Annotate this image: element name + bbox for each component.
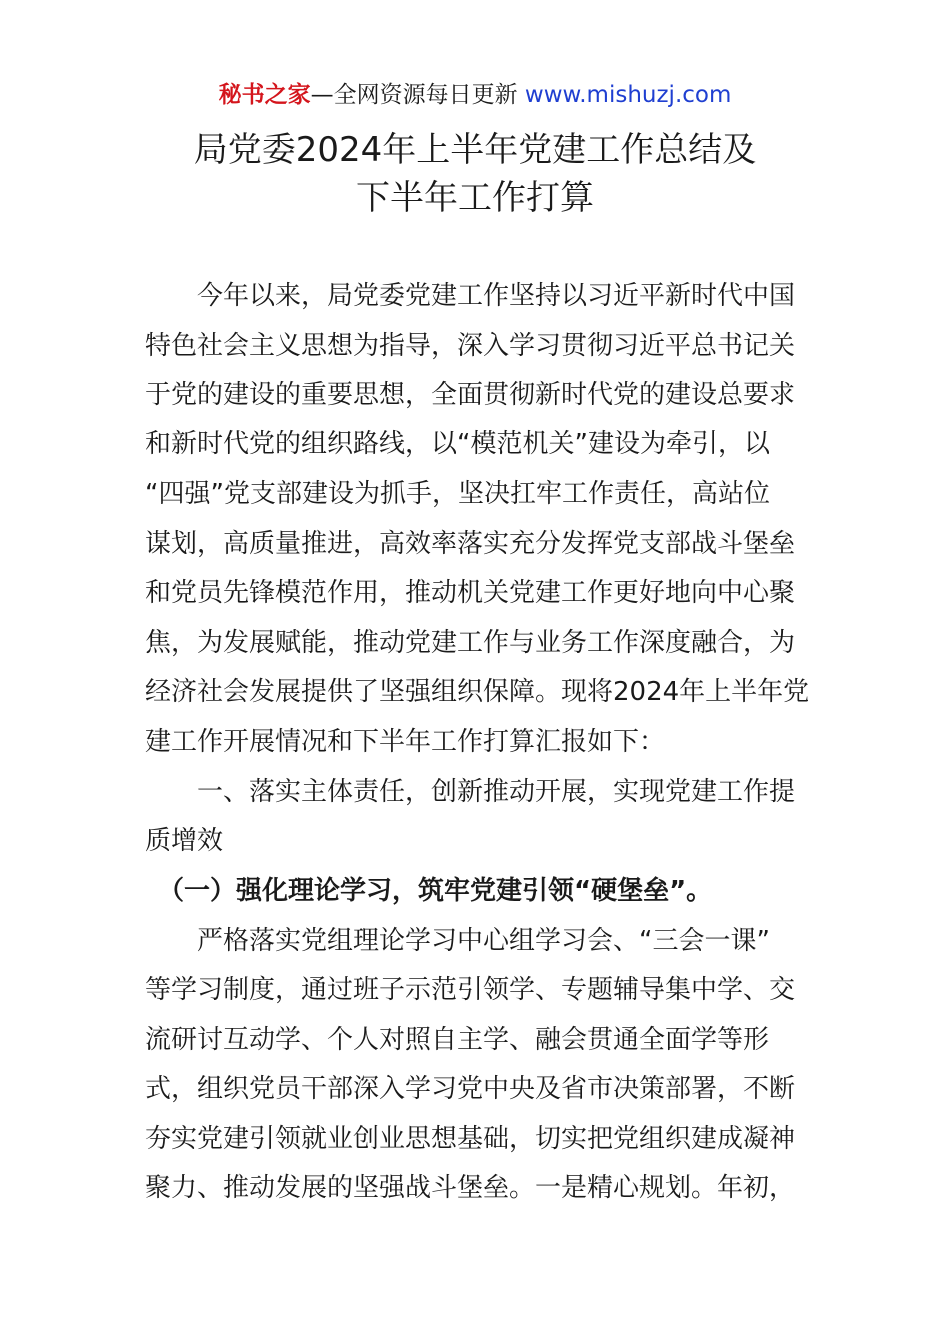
paragraph-line: 聚力、推动发展的坚强战斗堡垒。一是精心规划。年初， <box>145 1173 796 1203</box>
subsection-heading: （一）强化理论学习，筑牢党建引领“硬堡垒”。 <box>145 876 713 906</box>
paragraph-line: 建工作开展情况和下半年工作打算汇报如下： <box>145 727 666 757</box>
paragraph-line: 流研讨互动学、个人对照自主学、融会贯通全面学等形 <box>145 1025 770 1055</box>
paragraph-line: 和新时代党的组织路线，以“模范机关”建设为牵引，以 <box>145 429 770 459</box>
paragraph-line: 焦，为发展赋能，推动党建工作与业务工作深度融合，为 <box>145 628 796 658</box>
site-brand: 秘书之家 <box>218 82 311 108</box>
paragraph-line: 和党员先锋模范作用，推动机关党建工作更好地向中心聚 <box>145 578 796 608</box>
paragraph-line: 谋划，高质量推进，高效率落实充分发挥党支部战斗堡垒 <box>145 529 796 559</box>
document-title-line-1: 局党委2024年上半年党建工作总结及 <box>193 130 757 170</box>
paragraph-line: 式，组织党员干部深入学习党中央及省市决策部署，不断 <box>145 1074 796 1104</box>
section-heading-line: 一、落实主体责任，创新推动开展，实现党建工作提 <box>145 777 796 807</box>
paragraph-line: “四强”党支部建设为抓手，坚决扛牢工作责任，高站位 <box>145 479 770 509</box>
paragraph-line: 特色社会主义思想为指导，深入学习贯彻习近平总书记关 <box>145 331 796 361</box>
paragraph-line: 经济社会发展提供了坚强组织保障。现将2024年上半年党 <box>145 677 810 707</box>
paragraph-line: 等学习制度，通过班子示范引领学、专题辅导集中学、交 <box>145 975 796 1005</box>
site-banner <box>0 80 950 110</box>
paragraph-line: 于党的建设的重要思想，全面贯彻新时代党的建设总要求 <box>145 380 796 410</box>
site-url-link[interactable]: www.mishuzj.com <box>524 82 732 108</box>
section-heading-line: 质增效 <box>145 826 224 856</box>
paragraph-line: 严格落实党组理论学习中心组学习会、“三会一课” <box>145 926 770 956</box>
paragraph-line: 夯实党建引领就业创业思想基础，切实把党组织建成凝神 <box>145 1124 796 1154</box>
site-tagline: —全网资源每日更新 <box>310 82 525 108</box>
document-title-line-2: 下半年工作打算 <box>356 178 594 218</box>
paragraph-line: 今年以来，局党委党建工作坚持以习近平新时代中国 <box>145 281 796 311</box>
